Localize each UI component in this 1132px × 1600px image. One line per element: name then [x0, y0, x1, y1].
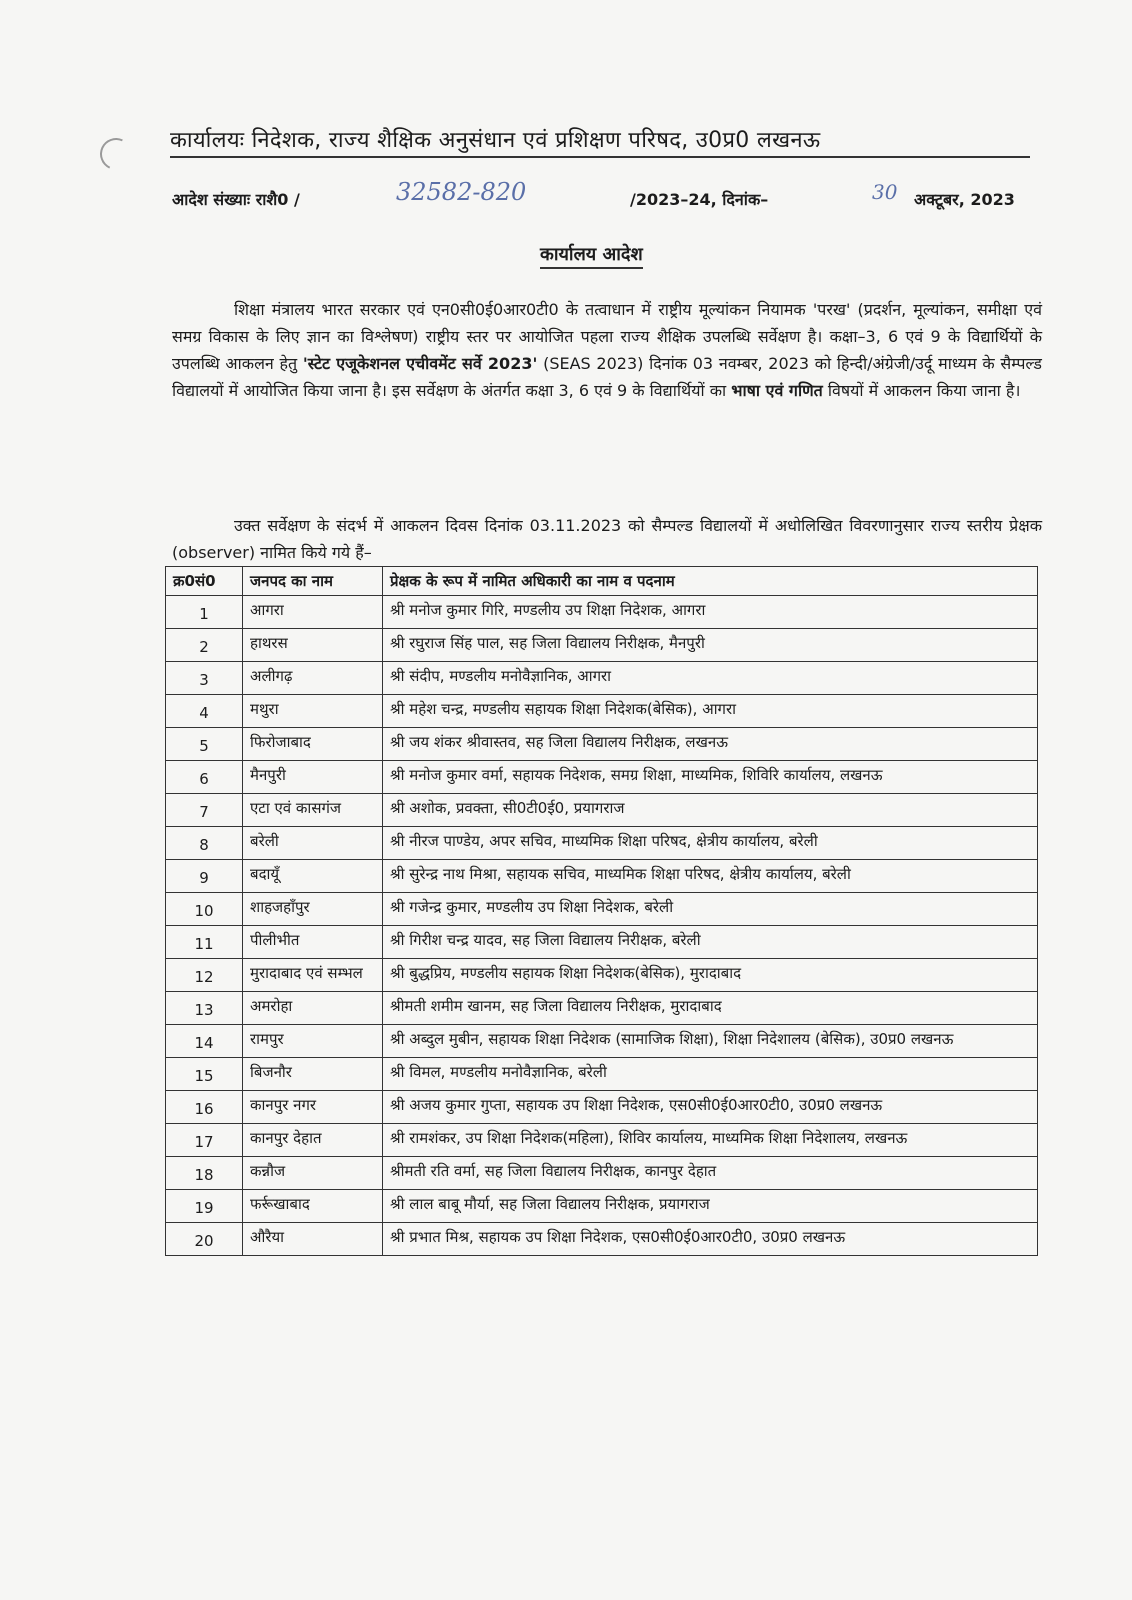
cell-officer: श्री नीरज पाण्डेय, अपर सचिव, माध्यमिक शिक्षा परिषद, क्षेत्रीय कार्यालय, बरेली [383, 827, 1038, 860]
cell-serial: 17 [166, 1124, 243, 1157]
cell-serial: 4 [166, 695, 243, 728]
cell-district: अलीगढ़ [243, 662, 383, 695]
subjects: भाषा एवं गणित [731, 381, 823, 400]
cell-serial: 20 [166, 1223, 243, 1256]
handwritten-order-number: 32582-820 [396, 178, 527, 206]
table-row [166, 1124, 1038, 1157]
table-row [166, 959, 1038, 992]
cell-serial: 6 [166, 761, 243, 794]
cell-officer: श्री मनोज कुमार गिरि, मण्डलीय उप शिक्षा निदेशक, आगरा [383, 596, 1038, 629]
cell-district: औरैया [243, 1223, 383, 1256]
cell-district: कन्नौज [243, 1157, 383, 1190]
cell-district: मुरादाबाद एवं सम्भल [243, 959, 383, 992]
cell-district: आगरा [243, 596, 383, 629]
punch-hole-mark [95, 133, 136, 174]
cell-serial: 16 [166, 1091, 243, 1124]
office-heading: कार्यालयः निदेशक, राज्य शैक्षिक अनुसंधान एवं प्रशिक्षण परिषद, उ0प्र0 लखनऊ [170, 124, 1030, 158]
cell-serial: 12 [166, 959, 243, 992]
cell-serial: 19 [166, 1190, 243, 1223]
table-row [166, 662, 1038, 695]
cell-serial: 11 [166, 926, 243, 959]
cell-serial: 8 [166, 827, 243, 860]
header-serial: क्र0सं0 [166, 567, 243, 596]
table-row [166, 1091, 1038, 1124]
cell-serial: 7 [166, 794, 243, 827]
cell-district: बरेली [243, 827, 383, 860]
cell-officer: श्री महेश चन्द्र, मण्डलीय सहायक शिक्षा निदेशक(बेसिक), आगरा [383, 695, 1038, 728]
cell-officer: श्री गिरीश चन्द्र यादव, सह जिला विद्यालय निरीक्षक, बरेली [383, 926, 1038, 959]
handwritten-date-day: 30 [872, 180, 898, 204]
header-officer: प्रेक्षक के रूप में नामित अधिकारी का नाम व पदनाम [383, 567, 1038, 596]
cell-serial: 13 [166, 992, 243, 1025]
cell-district: बिजनौर [243, 1058, 383, 1091]
cell-district: शाहजहाँपुर [243, 893, 383, 926]
cell-officer: श्री रामशंकर, उप शिक्षा निदेशक(महिला), शिविर कार्यालय, माध्यमिक शिक्षा निदेशालय, लखनऊ [383, 1124, 1038, 1157]
cell-officer: श्री सुरेन्द्र नाथ मिश्रा, सहायक सचिव, माध्यमिक शिक्षा परिषद, क्षेत्रीय कार्यालय, बरेली [383, 860, 1038, 893]
table-header-row [166, 567, 1038, 596]
survey-name: 'स्टेट एजूकेशनल एचीवमेंट सर्वे 2023' [302, 354, 538, 373]
cell-district: हाथरस [243, 629, 383, 662]
cell-district: फिरोजाबाद [243, 728, 383, 761]
observer-paragraph [172, 512, 1042, 566]
table-row [166, 992, 1038, 1025]
cell-serial: 10 [166, 893, 243, 926]
cell-officer: श्री विमल, मण्डलीय मनोवैज्ञानिक, बरेली [383, 1058, 1038, 1091]
table-row [166, 761, 1038, 794]
para1-text-b: (SEAS 2023) दिनांक 03 नवम्बर, 2023 को हिन्दी/अंग्रेजी/उर्दू माध्यम के सैम्पल्ड विद्यालयों में आयोजित किया जाना है। इस सर्वेक्षण के अंतर्गत कक्षा 3, 6 एवं 9 के विद्यार्थियों का [172, 354, 1042, 400]
cell-district: अमरोहा [243, 992, 383, 1025]
table-body [166, 596, 1038, 1256]
cell-serial: 14 [166, 1025, 243, 1058]
cell-officer: श्री अजय कुमार गुप्ता, सहायक उप शिक्षा निदेशक, एस0सी0ई0आर0टी0, उ0प्र0 लखनऊ [383, 1091, 1038, 1124]
cell-district: मथुरा [243, 695, 383, 728]
table-row [166, 893, 1038, 926]
header-district: जनपद का नाम [243, 567, 383, 596]
cell-officer: श्री प्रभात मिश्र, सहायक उप शिक्षा निदेशक, एस0सी0ई0आर0टी0, उ0प्र0 लखनऊ [383, 1223, 1038, 1256]
table-row [166, 794, 1038, 827]
table-row [166, 728, 1038, 761]
cell-serial: 15 [166, 1058, 243, 1091]
page-title: कार्यालय आदेश [540, 242, 643, 269]
cell-district: फर्रूखाबाद [243, 1190, 383, 1223]
cell-officer: श्रीमती शमीम खानम, सह जिला विद्यालय निरीक्षक, मुरादाबाद [383, 992, 1038, 1025]
table-row [166, 629, 1038, 662]
table-row [166, 827, 1038, 860]
para1-text-a: शिक्षा मंत्रालय भारत सरकार एवं एन0सी0ई0आर0टी0 के तत्वाधान में राष्ट्रीय मूल्यांकन नियामक 'परख' (प्रदर्शन, मूल्यांकन, समीक्षा एवं समग्र विकास के लिए ज्ञान का विश्लेषण) राष्ट्रीय स्तर पर आयोजित पहला राज्य शैक्षिक उपलब्धि सर्वेक्षण है। कक्षा–3, 6 एवं 9 के विद्यार्थियों के उपलब्धि आकलन हेतु [172, 300, 1042, 373]
cell-district: बदायूँ [243, 860, 383, 893]
cell-serial: 2 [166, 629, 243, 662]
table-row [166, 860, 1038, 893]
cell-officer: श्री संदीप, मण्डलीय मनोवैज्ञानिक, आगरा [383, 662, 1038, 695]
para2-text: उक्त सर्वेक्षण के संदर्भ में आकलन दिवस दिनांक 03.11.2023 को सैम्पल्ड विद्यालयों में अधोलिखित विवरणानुसार राज्य स्तरीय प्रेक्षक (observer) नामित किये गये हैं– [172, 516, 1042, 562]
cell-officer: श्री अशोक, प्रवक्ता, सी0टी0ई0, प्रयागराज [383, 794, 1038, 827]
table-row [166, 926, 1038, 959]
cell-serial: 9 [166, 860, 243, 893]
table-row [166, 596, 1038, 629]
order-number-line [172, 178, 1042, 216]
cell-officer: श्रीमती रति वर्मा, सह जिला विद्यालय निरीक्षक, कानपुर देहात [383, 1157, 1038, 1190]
table-row [166, 1190, 1038, 1223]
order-year-label: /2023–24, दिनांक– [630, 190, 769, 209]
table-row [166, 1058, 1038, 1091]
cell-district: कानपुर नगर [243, 1091, 383, 1124]
cell-district: एटा एवं कासगंज [243, 794, 383, 827]
para1-text-c: विषयों में आकलन किया जाना है। [822, 381, 1021, 400]
cell-district: रामपुर [243, 1025, 383, 1058]
observer-table [165, 566, 1038, 1256]
cell-officer: श्री बुद्धप्रिय, मण्डलीय सहायक शिक्षा निदेशक(बेसिक), मुरादाबाद [383, 959, 1038, 992]
table-row [166, 1025, 1038, 1058]
order-prefix: आदेश संख्याः राशै0 / [172, 190, 300, 209]
cell-officer: श्री जय शंकर श्रीवास्तव, सह जिला विद्यालय निरीक्षक, लखनऊ [383, 728, 1038, 761]
cell-officer: श्री अब्दुल मुबीन, सहायक शिक्षा निदेशक (सामाजिक शिक्षा), शिक्षा निदेशालय (बेसिक), उ0प्र0 लखनऊ [383, 1025, 1038, 1058]
table-row [166, 1223, 1038, 1256]
cell-officer: श्री गजेन्द्र कुमार, मण्डलीय उप शिक्षा निदेशक, बरेली [383, 893, 1038, 926]
cell-serial: 1 [166, 596, 243, 629]
cell-district: कानपुर देहात [243, 1124, 383, 1157]
intro-paragraph [172, 296, 1042, 404]
cell-officer: श्री रघुराज सिंह पाल, सह जिला विद्यालय निरीक्षक, मैनपुरी [383, 629, 1038, 662]
cell-serial: 5 [166, 728, 243, 761]
cell-serial: 3 [166, 662, 243, 695]
cell-officer: श्री लाल बाबू मौर्या, सह जिला विद्यालय निरीक्षक, प्रयागराज [383, 1190, 1038, 1223]
table-row [166, 1157, 1038, 1190]
cell-district: पीलीभीत [243, 926, 383, 959]
cell-district: मैनपुरी [243, 761, 383, 794]
cell-serial: 18 [166, 1157, 243, 1190]
cell-officer: श्री मनोज कुमार वर्मा, सहायक निदेशक, समग्र शिक्षा, माध्यमिक, शिविरि कार्यालय, लखनऊ [383, 761, 1038, 794]
order-date: अक्टूबर, 2023 [914, 190, 1015, 209]
table-row [166, 695, 1038, 728]
